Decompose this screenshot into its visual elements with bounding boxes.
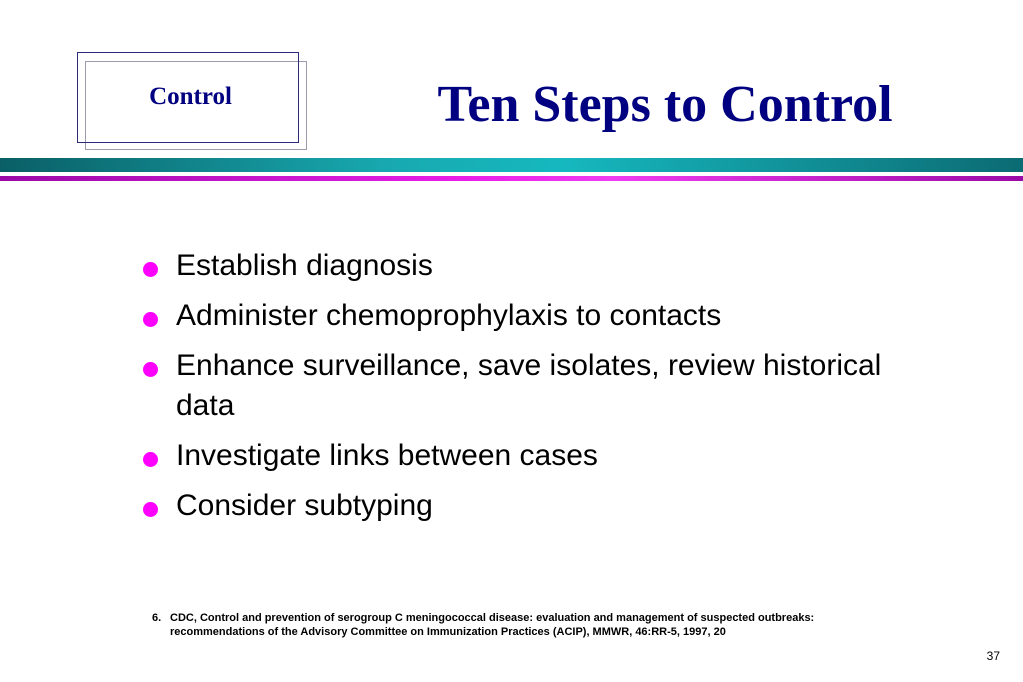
section-label-box [77,52,299,143]
bullet-dot-icon [143,452,158,467]
bullet-item [140,436,900,476]
bullet-dot-icon [143,502,158,517]
bullet-text: Administer chemoprophylaxis to contacts [176,299,722,332]
page-number: 37 [986,649,1000,663]
bullet-item [140,296,900,336]
bullet-list [140,246,900,536]
bullet-item [140,346,900,426]
magenta-divider [0,176,1023,181]
bullet-dot-icon [143,362,158,377]
bullet-dot-icon [143,262,158,277]
bullet-item [140,246,900,286]
footnote-number: 6. [152,612,162,624]
footnote-text: CDC, Control and prevention of serogroup C meningococcal disease: evaluation and management of suspected outbreaks: recommendations of the Advisory Committee on Immunization Practices (ACIP), MMWR, 46:RR-5, 1997, 20 [170,612,815,638]
bullet-text: Enhance surveillance, save isolates, review historical data [176,349,882,422]
bullet-text: Consider subtyping [176,489,433,522]
slide-title: Ten Steps to Control [437,76,893,133]
section-label: Control [149,83,232,110]
bullet-dot-icon [143,312,158,327]
bullet-text: Investigate links between cases [176,439,598,472]
bullet-item [140,486,900,526]
footnote [152,611,912,639]
bullet-text: Establish diagnosis [176,249,433,282]
teal-divider [0,158,1023,172]
